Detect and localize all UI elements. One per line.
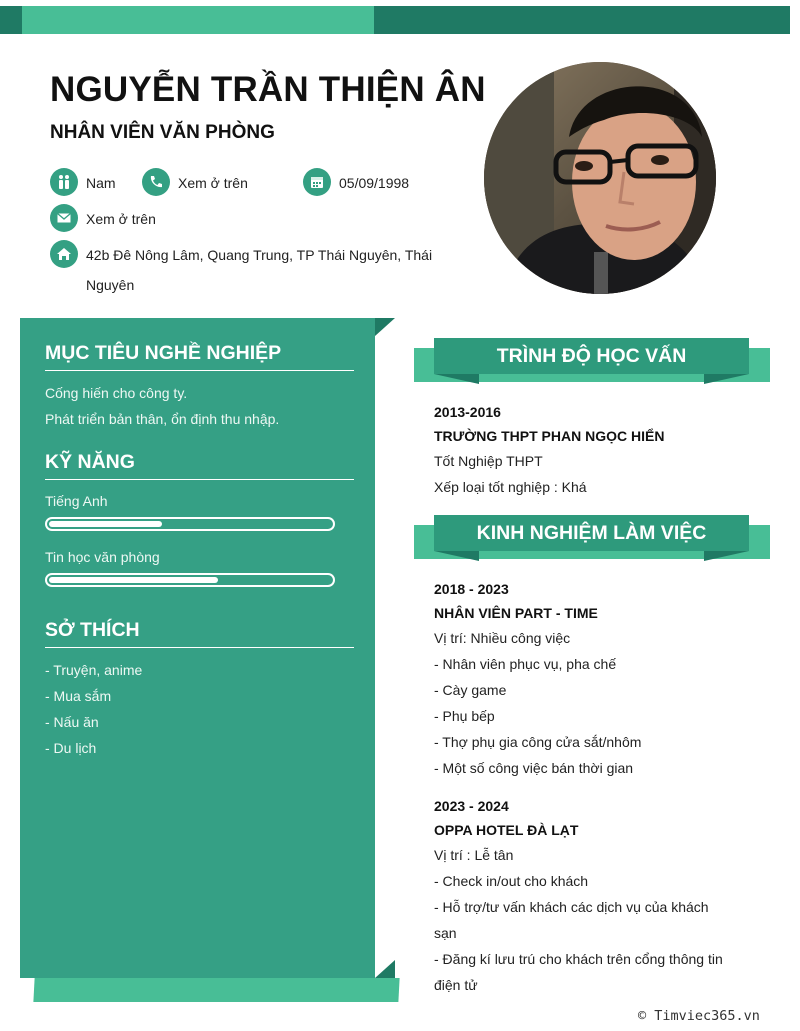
left-panel-fold-bottom — [375, 960, 395, 978]
skill-bar-office — [45, 573, 335, 587]
gender-icon — [50, 168, 78, 196]
profile-photo — [484, 62, 716, 294]
job-line: - Thợ phụ gia công cửa sắt/nhôm — [434, 734, 642, 750]
job-line: sạn — [434, 925, 457, 941]
job-line: - Check in/out cho khách — [434, 873, 589, 889]
hobbies-heading: SỞ THÍCH — [45, 619, 140, 641]
phone-value: Xem ở trên — [178, 175, 248, 191]
objective-divider — [45, 370, 354, 371]
education-ribbon-fold-right — [704, 374, 749, 384]
job-line: Vị trí: Nhiều công việc — [434, 630, 571, 646]
objective-line-2: Phát triển bản thân, ổn định thu nhập. — [45, 411, 280, 427]
job-line: - Hỗ trợ/tư vấn khách các dịch vụ của khách — [434, 899, 709, 915]
education-line: Xếp loại tốt nghiệp : Khá — [434, 479, 587, 495]
job-line: - Phụ bếp — [434, 708, 495, 724]
job-line: - Đăng kí lưu trú cho khách trên cổng thông tin — [434, 951, 723, 967]
phone-info — [142, 168, 248, 198]
education-school: TRƯỜNG THPT PHAN NGỌC HIỂN — [434, 428, 665, 444]
job-line: Vị trí : Lễ tân — [434, 847, 514, 863]
objective-heading: MỤC TIÊU NGHỀ NGHIỆP — [45, 342, 282, 364]
education-period: 2013-2016 — [434, 404, 501, 420]
job-line: - Một số công việc bán thời gian — [434, 760, 634, 776]
skills-divider — [45, 479, 354, 480]
hobbies-divider — [45, 647, 354, 648]
skill-fill-office — [49, 577, 218, 583]
education-ribbon-fold-left — [434, 374, 479, 384]
job-company: OPPA HOTEL ĐÀ LẠT — [434, 822, 579, 838]
hobby-item: - Truyện, anime — [45, 662, 143, 678]
address-line-2: Nguyên — [86, 277, 135, 293]
gender-value: Nam — [86, 175, 116, 191]
experience-ribbon-fold-right — [704, 551, 749, 561]
home-icon — [50, 240, 78, 268]
gender-info — [50, 168, 116, 198]
email-value: Xem ở trên — [86, 211, 156, 227]
footer-watermark: © Timviec365.vn — [638, 1008, 760, 1024]
hobby-item: - Du lịch — [45, 740, 97, 756]
education-line: Tốt Nghiệp THPT — [434, 453, 543, 469]
job-company: NHÂN VIÊN PART - TIME — [434, 605, 598, 621]
job-line: - Nhân viên phục vụ, pha chế — [434, 656, 617, 672]
experience-heading: KINH NGHIỆM LÀM VIỆC — [434, 515, 749, 551]
email-icon — [50, 204, 78, 232]
left-panel-shadow — [33, 978, 399, 1002]
top-decor-bar-accent — [22, 6, 374, 34]
address-line-1: 42b Đê Nông Lâm, Quang Trung, TP Thái Nguyên, Thái — [86, 247, 433, 263]
email-info — [50, 204, 156, 234]
skill-bar-english — [45, 517, 335, 531]
hobby-item: - Mua sắm — [45, 688, 112, 704]
hobby-item: - Nấu ăn — [45, 714, 99, 730]
skills-heading: KỸ NĂNG — [45, 451, 135, 473]
phone-icon — [142, 168, 170, 196]
left-panel-fold-top — [375, 318, 395, 336]
job-period: 2023 - 2024 — [434, 798, 509, 814]
calendar-icon — [303, 168, 331, 196]
skill-label-english: Tiếng Anh — [45, 493, 108, 509]
job-title: NHÂN VIÊN VĂN PHÒNG — [50, 122, 275, 143]
objective-line-1: Cống hiến cho công ty. — [45, 385, 188, 401]
candidate-name: NGUYỄN TRẦN THIỆN ÂN — [50, 70, 486, 109]
birthday-info — [303, 168, 409, 198]
address-info — [50, 240, 432, 300]
job-line: - Cày game — [434, 682, 507, 698]
education-heading: TRÌNH ĐỘ HỌC VẤN — [434, 338, 749, 374]
birthday-value: 05/09/1998 — [339, 175, 410, 191]
experience-ribbon-fold-left — [434, 551, 479, 561]
job-line: điện tử — [434, 977, 478, 993]
skill-fill-english — [49, 521, 162, 527]
job-period: 2018 - 2023 — [434, 581, 509, 597]
skill-label-office: Tin học văn phòng — [45, 549, 160, 565]
